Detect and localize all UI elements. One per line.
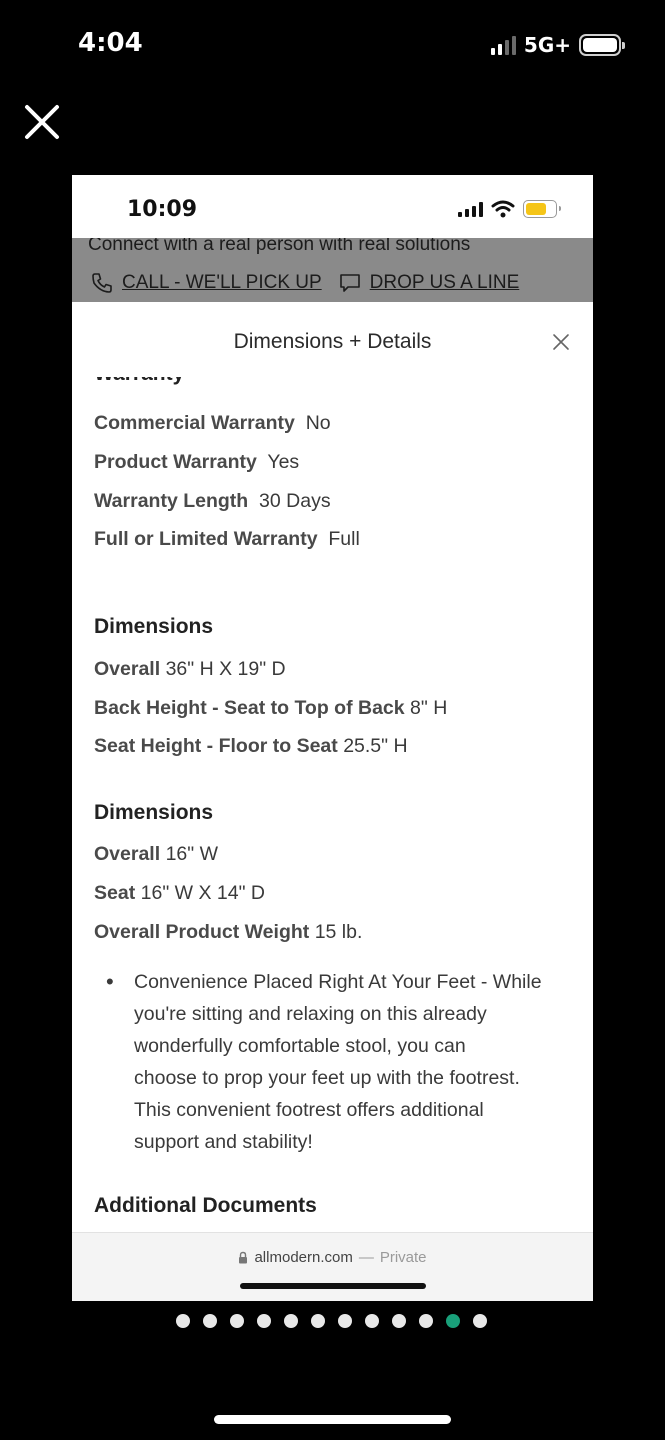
page-dot[interactable] (203, 1314, 217, 1328)
screenshot-frame (72, 175, 593, 1301)
spec-row (94, 697, 447, 720)
page-dot[interactable] (284, 1314, 298, 1328)
bullet-line: choose to prop your feet up with the footrest. (134, 1067, 520, 1089)
url-display (72, 1249, 593, 1266)
details-scroll-area[interactable] (72, 302, 593, 1232)
spec-row (94, 843, 218, 866)
dimensions-heading: Dimensions (94, 615, 214, 638)
close-sheet-icon[interactable] (551, 332, 571, 352)
dimensions-heading: Dimensions (94, 801, 214, 824)
bullet-line: This convenient footrest offers additional (134, 1099, 484, 1121)
inner-status-indicators (458, 200, 557, 218)
inner-cellular-signal-icon (458, 201, 483, 217)
spec-key: Warranty Length (94, 490, 249, 512)
page-dot[interactable] (392, 1314, 406, 1328)
url-separator: — (358, 1249, 374, 1266)
page-dot[interactable] (230, 1314, 244, 1328)
close-viewer-icon[interactable] (22, 102, 62, 142)
bullet-line: wonderfully comfortable stool, you can (134, 1035, 466, 1057)
spec-key: Seat Height - Floor to Seat (94, 735, 338, 757)
page-dot[interactable] (365, 1314, 379, 1328)
spec-row (94, 528, 360, 551)
contact-tagline: Connect with a real person with real solutions (88, 238, 471, 255)
spec-value: 16" W X 14" D (140, 882, 266, 904)
bullet-line: support and stability! (134, 1131, 313, 1153)
spec-key: Product Warranty (94, 451, 257, 473)
spec-value: Full (328, 528, 360, 550)
spec-row (94, 412, 331, 435)
page-dot[interactable] (257, 1314, 271, 1328)
spec-key: Overall (94, 843, 161, 865)
call-link-label: CALL - WE'LL PICK UP (122, 272, 322, 293)
inner-battery-icon (523, 200, 557, 218)
page-dot[interactable] (446, 1314, 460, 1328)
inner-status-time: 10:09 (127, 197, 198, 222)
additional-documents-heading: Additional Documents (94, 1194, 317, 1217)
home-indicator[interactable] (214, 1415, 451, 1424)
spec-key: Overall Product Weight (94, 921, 310, 943)
inner-status-bar (72, 175, 593, 238)
spec-value: 30 Days (259, 490, 331, 512)
bullet-line: you're sitting and relaxing on this already (134, 1003, 487, 1025)
spec-row (94, 658, 286, 681)
phone-icon (90, 271, 114, 295)
bullet-line: Convenience Placed Right At Your Feet - While (134, 971, 542, 993)
sheet-title: Dimensions + Details (233, 330, 432, 353)
lock-icon (238, 1251, 248, 1264)
cellular-signal-icon (491, 35, 516, 55)
spec-value: No (305, 412, 331, 434)
spec-row (94, 735, 408, 758)
spec-key: Back Height - Seat to Top of Back (94, 697, 405, 719)
spec-key: Overall (94, 658, 161, 680)
contact-banner (72, 238, 593, 302)
page-dot[interactable] (311, 1314, 325, 1328)
browser-url-bar[interactable] (72, 1232, 593, 1301)
url-domain: allmodern.com (254, 1249, 353, 1266)
spec-value: Yes (267, 451, 300, 473)
page-indicator (0, 1314, 665, 1328)
spec-row (94, 490, 331, 513)
spec-value: 36" H X 19" D (165, 658, 286, 680)
page-dot[interactable] (176, 1314, 190, 1328)
outer-status-time: 4:04 (78, 28, 143, 58)
spec-key: Seat (94, 882, 136, 904)
sheet-header (72, 302, 593, 377)
details-sheet (72, 302, 593, 1232)
battery-icon (579, 34, 621, 56)
drop-line-label: DROP US A LINE (369, 272, 520, 293)
page-dot[interactable] (419, 1314, 433, 1328)
feature-bullet (106, 966, 566, 1158)
spec-key: Commercial Warranty (94, 412, 295, 434)
drop-line-link[interactable] (338, 271, 520, 295)
spec-key: Full or Limited Warranty (94, 528, 318, 550)
page-dot[interactable] (473, 1314, 487, 1328)
contact-actions (90, 271, 519, 295)
wifi-icon (491, 200, 515, 218)
spec-value: 15 lb. (314, 921, 363, 943)
bullet-dot: • (106, 969, 114, 994)
spec-value: 8" H (410, 697, 448, 719)
inner-home-indicator (240, 1283, 426, 1289)
spec-row (94, 882, 265, 905)
spec-row (94, 921, 362, 944)
chat-bubble-icon (338, 271, 362, 295)
private-mode-label: Private (379, 1249, 427, 1266)
spec-value: 16" W (165, 843, 218, 865)
spec-value: 25.5" H (343, 735, 408, 757)
outer-status-indicators (491, 33, 621, 57)
spec-row (94, 451, 299, 474)
feature-bullet-text (134, 966, 542, 1158)
network-type: 5G+ (523, 33, 571, 57)
call-link[interactable] (90, 271, 322, 295)
outer-status-bar (0, 0, 665, 90)
page-dot[interactable] (338, 1314, 352, 1328)
